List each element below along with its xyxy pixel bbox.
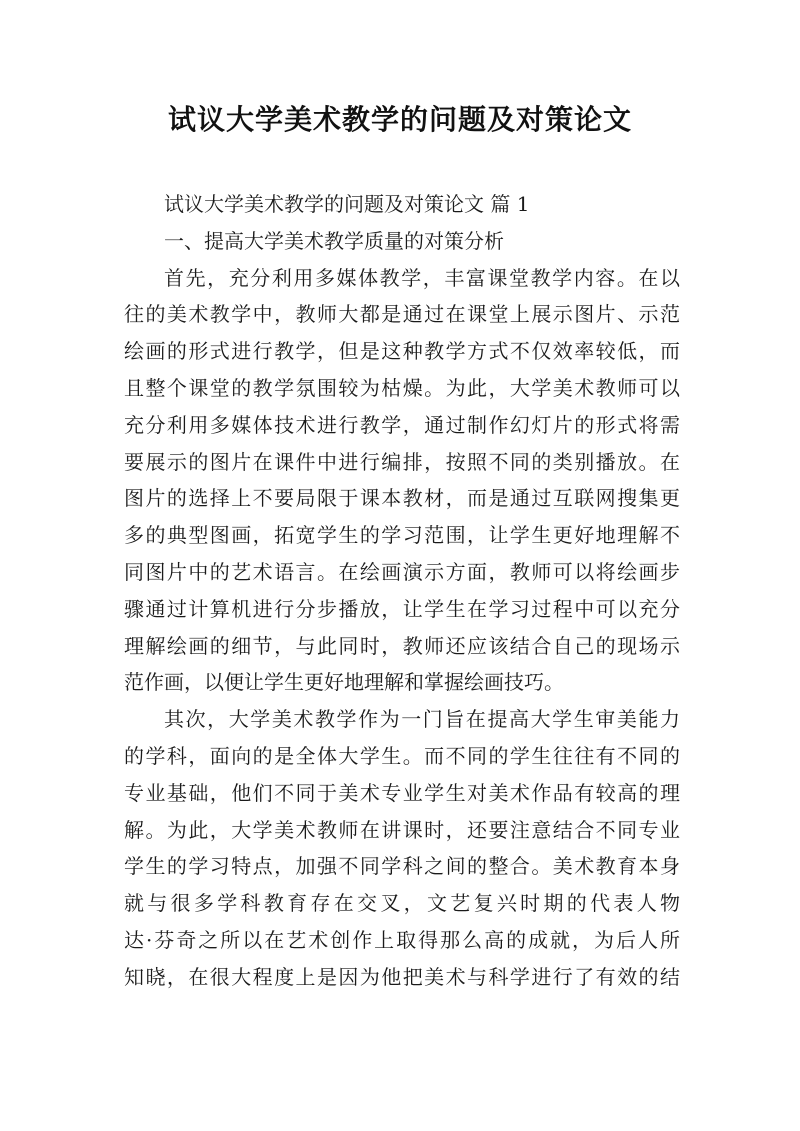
- text-line: 试议大学美术教学的问题及对策论文 篇 1: [164, 192, 530, 216]
- text-line: 知晓，在很大程度上是因为他把美术与科学进行了有效的结: [124, 964, 680, 989]
- text-line: 专业基础，他们不同于美术专业学生对美术作品有较高的理: [124, 780, 680, 805]
- text-line: 一、提高大学美术教学质量的对策分析: [164, 228, 504, 253]
- text-line: 就与很多学科教育存在交叉，文艺复兴时期的代表人物: [124, 891, 680, 916]
- text-line: 要展示的图片在课件中进行编排，按照不同的类别播放。在: [124, 449, 680, 474]
- text-line: 骤通过计算机进行分步播放，让学生在学习过程中可以充分: [124, 596, 680, 621]
- text-line: 理解绘画的细节，与此同时，教师还应该结合自己的现场示: [124, 633, 680, 658]
- text-line: 往的美术教学中，教师大都是通过在课堂上展示图片、示范: [124, 302, 680, 327]
- text-line: 绘画的形式进行教学，但是这种教学方式不仅效率较低，而: [124, 339, 680, 364]
- text-line: 达·芬奇之所以在艺术创作上取得那么高的成就，为后人所: [124, 927, 680, 952]
- text-line: 解。为此，大学美术教师在讲课时，还要注意结合不同专业: [124, 817, 680, 842]
- text-line: 图片的选择上不要局限于课本教材，而是通过互联网搜集更: [124, 486, 680, 511]
- document-title: 试议大学美术教学的问题及对策论文: [167, 103, 632, 136]
- text-line: 同图片中的艺术语言。在绘画演示方面，教师可以将绘画步: [124, 559, 680, 584]
- text-line: 多的典型图画，拓宽学生的学习范围，让学生更好地理解不: [124, 523, 680, 548]
- text-line: 充分利用多媒体技术进行教学，通过制作幻灯片的形式将需: [124, 412, 680, 437]
- text-line: 的学科，面向的是全体大学生。而不同的学生往往有不同的: [124, 743, 680, 768]
- text-line: 学生的学习特点，加强不同学科之间的整合。美术教育本身: [124, 854, 680, 879]
- text-line: 且整个课堂的教学氛围较为枯燥。为此，大学美术教师可以: [124, 375, 680, 400]
- text-line: 首先，充分利用多媒体教学，丰富课堂教学内容。在以: [164, 265, 680, 290]
- text-line: 其次，大学美术教学作为一门旨在提高大学生审美能力: [164, 707, 680, 732]
- text-line: 范作画，以便让学生更好地理解和掌握绘画技巧。: [124, 670, 564, 695]
- document-body: [124, 186, 680, 996]
